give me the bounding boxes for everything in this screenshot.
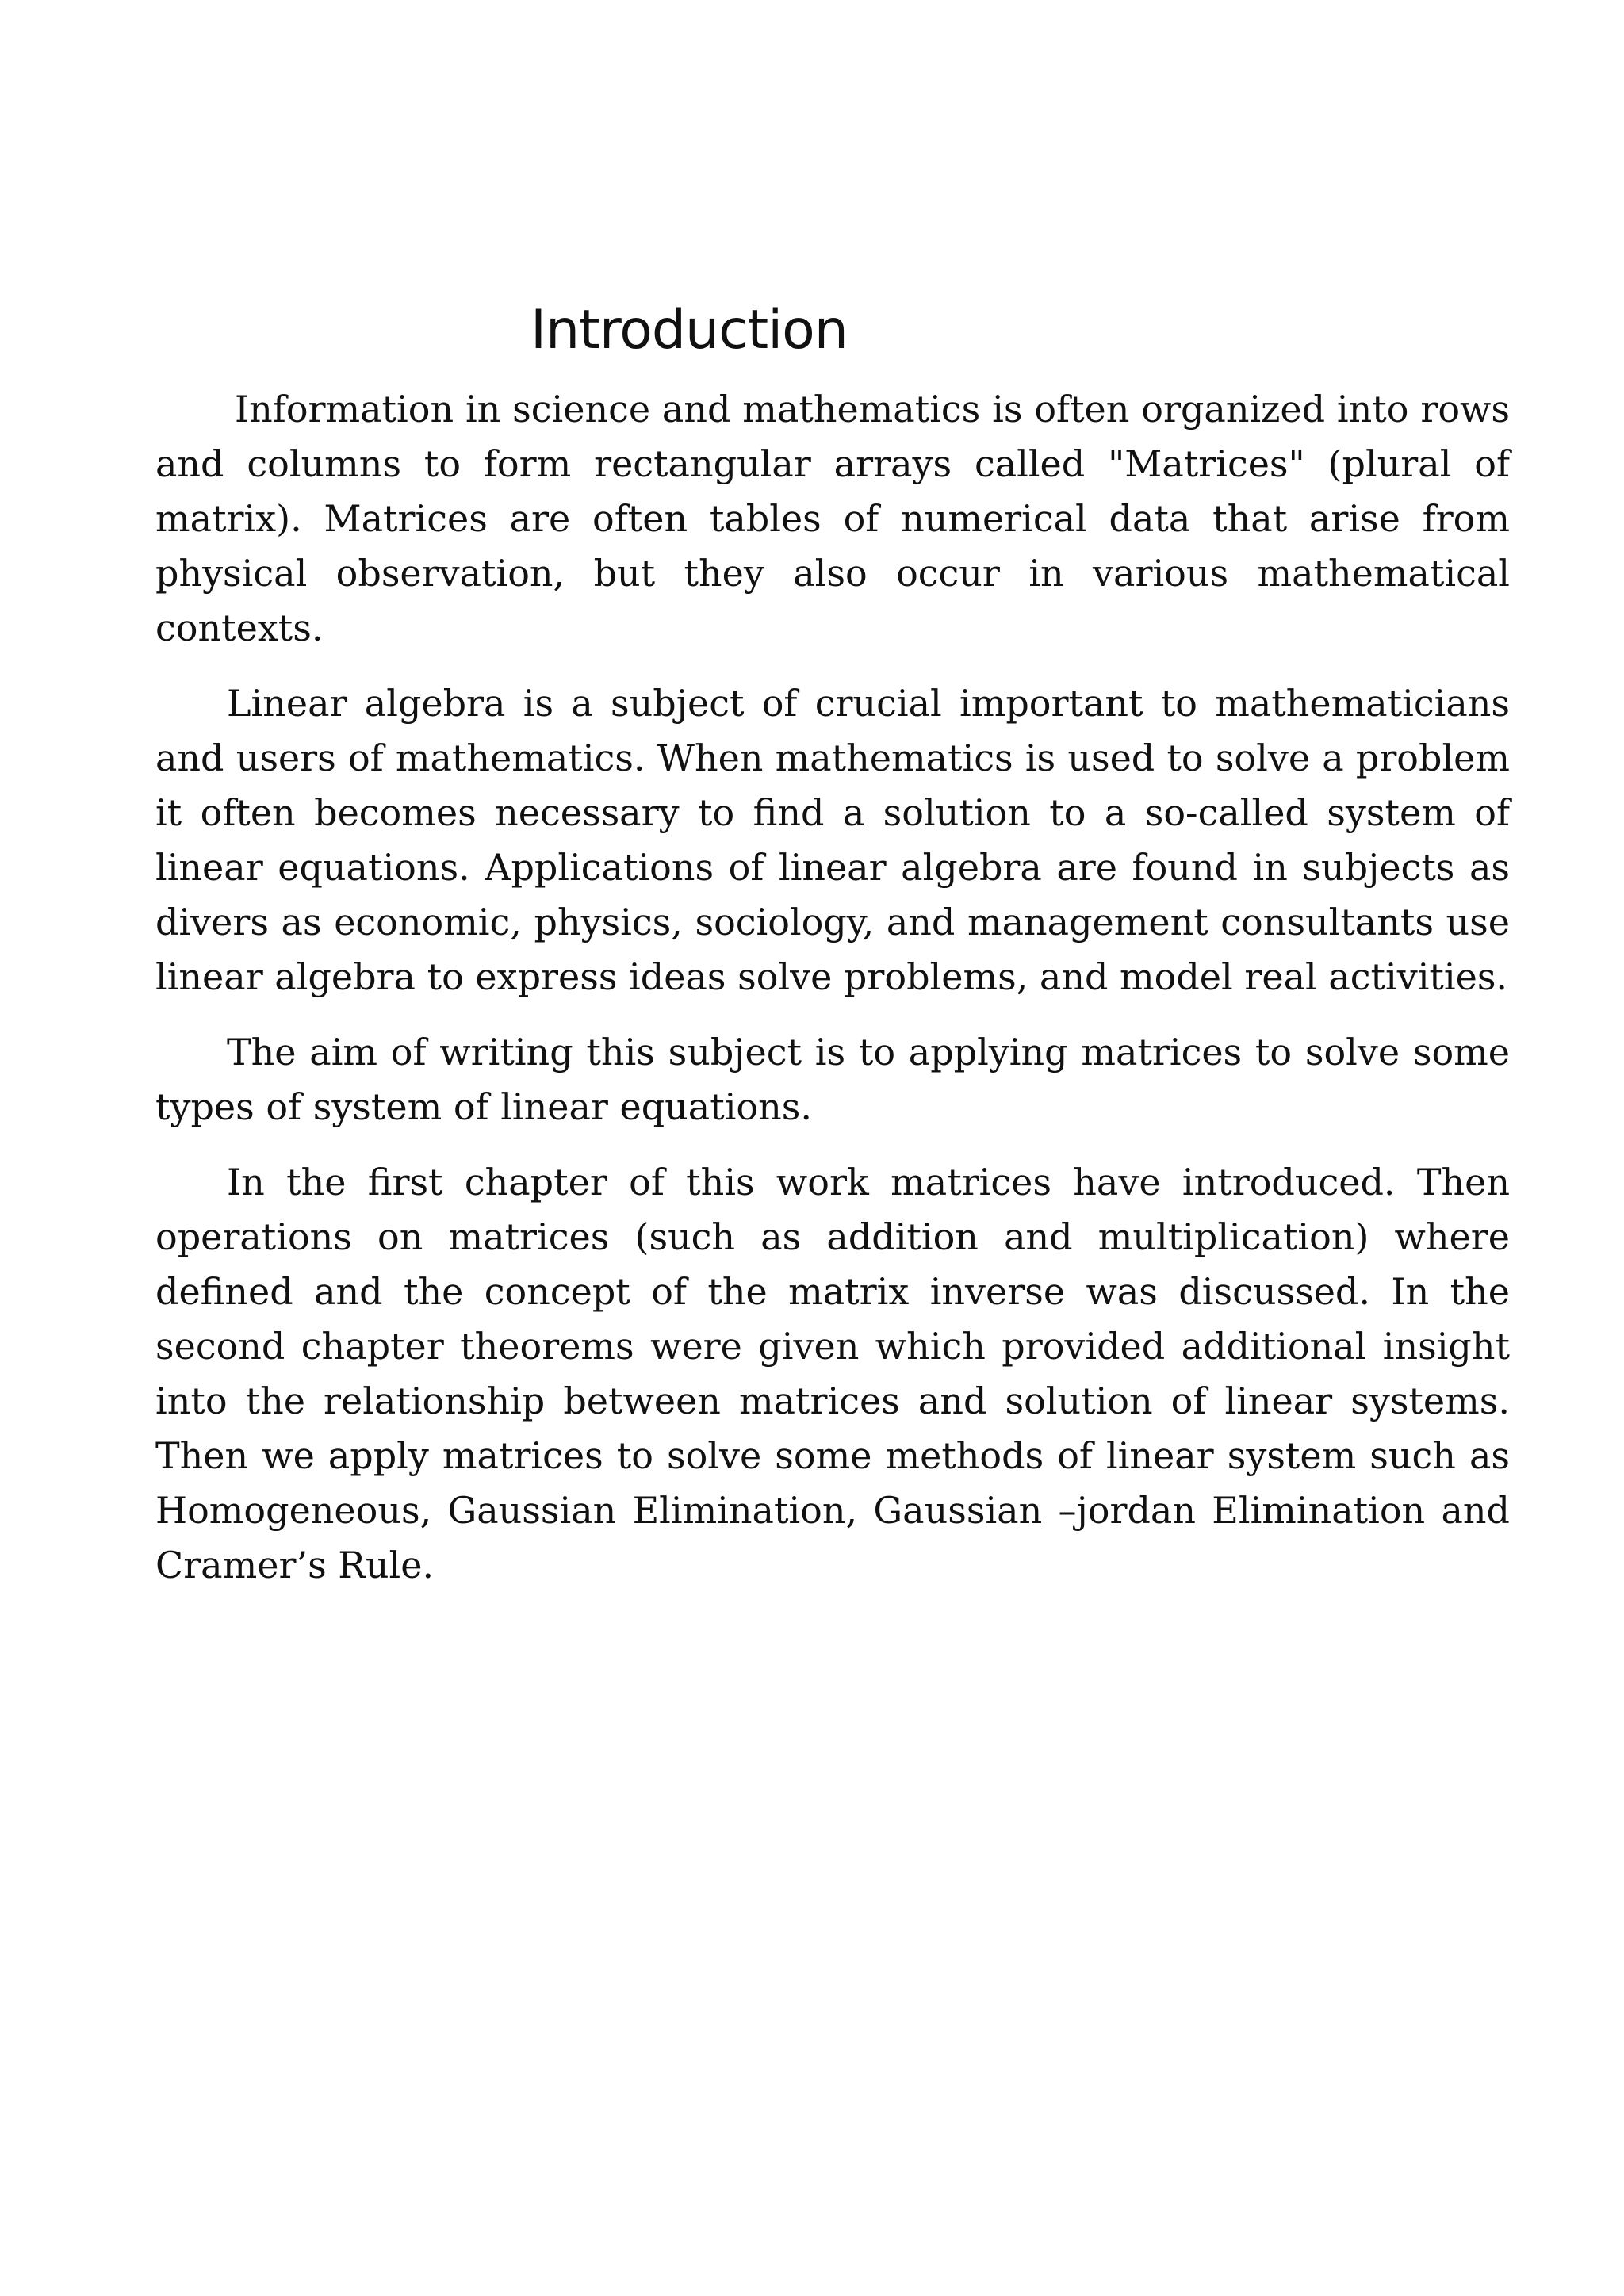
page-title: Introduction [530, 299, 848, 362]
document-page [155, 295, 1510, 1613]
paragraph-matrices-definition: Information in science and mathematics is often organized into rows and columns to form rectangular arrays called "Matrices" (plural of matrix). Matrices are often tables of numerical data that arise from physical observation, but they also occur in various mathematical contexts. [155, 388, 1510, 649]
paragraph-linear-algebra: Linear algebra is a subject of crucial important to mathematicians and users of mathematics. When mathematics is used to solve a problem it often becomes necessary to find a solution to a so-called system of linear equations. Applications of linear algebra are found in subjects as divers as economic, physics, sociology, and management consultants use linear algebra to express ideas solve problems, and model real activities. [155, 682, 1510, 998]
paragraph-aim: The aim of writing this subject is to applying matrices to solve some types of system of linear equations. [155, 1031, 1510, 1128]
paragraph-chapters-overview: In the first chapter of this work matrices have introduced. Then operations on matrices (such as addition and multiplication) where defined and the concept of the matrix inverse was discussed. In the second chapter theorems were given which provided additional insight into the relationship between matrices and solution of linear systems. Then we apply matrices to solve some methods of linear system such as Homogeneous, Gaussian Elimination, Gaussian –jordan Elimination and Cramer’s Rule. [155, 1161, 1510, 1586]
